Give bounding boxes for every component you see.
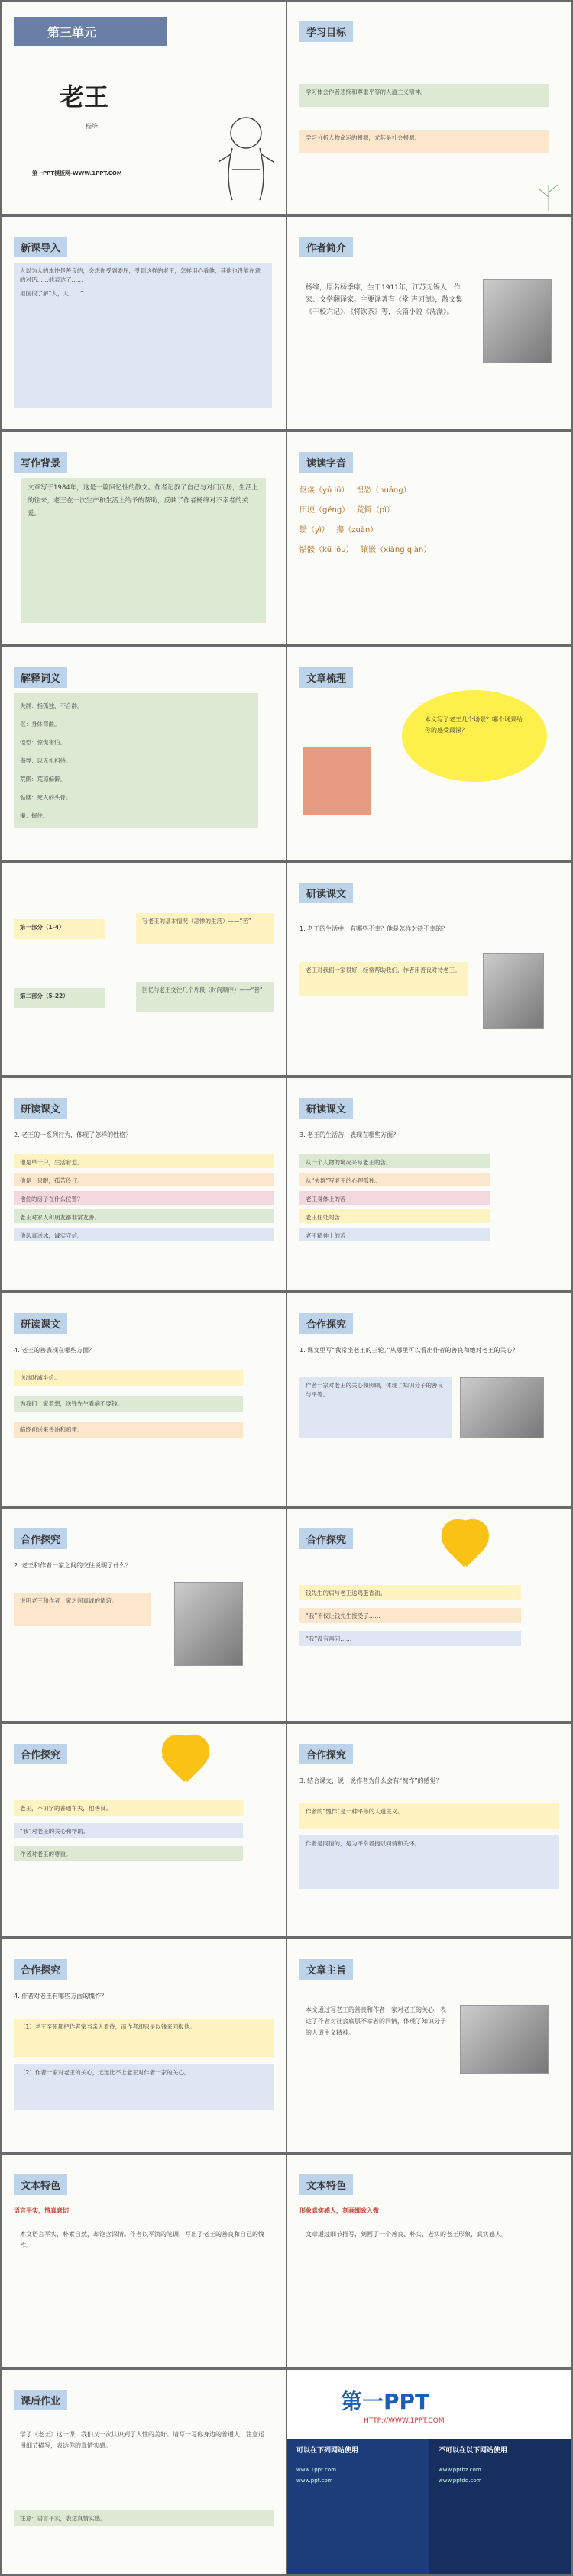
study-item: 从一个人物的境况来写老王的苦。: [299, 1154, 490, 1168]
slide-14-header: 合作探究: [299, 1313, 353, 1334]
site-link[interactable]: www.pptbz.com: [439, 2467, 481, 2473]
site-link[interactable]: www.pptdq.com: [439, 2478, 482, 2484]
slide-11-study[interactable]: [2, 1078, 286, 1290]
slide-19-explore[interactable]: [2, 1939, 286, 2152]
slide-2-goals[interactable]: [287, 2, 571, 214]
slide-10-study[interactable]: [287, 863, 571, 1075]
word-list: [299, 481, 559, 560]
slide-7-vocab[interactable]: [2, 647, 286, 860]
slide-3-header: 新课导入: [14, 237, 67, 257]
study-item: 他认真送冰，诚实守信。: [14, 1228, 274, 1241]
slide-18-header: 合作探究: [299, 1744, 353, 1764]
study-item: 他住的房子在什么位置？: [14, 1191, 274, 1205]
heart-icon: [431, 1524, 500, 1577]
goal-2: 学习分析人物命运的根源，尤其是社会根源。: [299, 130, 549, 153]
slide-18-explore[interactable]: [287, 1724, 571, 1936]
street-photo: [483, 953, 544, 1029]
feature-text: 文章通过细节描写，刻画了一个善良、朴实、老实的老王形象，真实感人。: [306, 2231, 507, 2238]
sketch-photo: [174, 1582, 243, 1666]
slide-11-header: 研读课文: [14, 1098, 67, 1119]
site-link[interactable]: www.ppt.com: [296, 2478, 333, 2484]
explore-answer: 说明老王和作者一家之间真诚的情谊。: [14, 1593, 151, 1626]
tricycle-photo: [460, 1377, 544, 1438]
slide-5-background[interactable]: [2, 432, 286, 644]
slide-15-header: 合作探究: [14, 1528, 67, 1549]
word-item: 翳（yì）: [299, 526, 329, 534]
cloud-question: 本文写了老王几个场景？哪个场景给你的感受最深？: [425, 716, 523, 734]
word-item: 攥（zuàn）: [336, 526, 378, 534]
slide-16-header: 合作探究: [299, 1528, 353, 1549]
slide-17-explore[interactable]: [2, 1724, 286, 1936]
explore-item: “我”没有再问……: [299, 1631, 521, 1646]
slide-12-study[interactable]: [287, 1078, 571, 1290]
study-question: 1. 老王的生活中，有哪些不幸？他是怎样对待不幸的？: [299, 925, 448, 932]
background-text: 文章写于1984年，这是一篇回忆性的散文。作者记叙了自己与对门而居，生活上的往来，老王在一次生产和生活上给予的帮助，反映了作者杨绛对不幸者的关爱。: [21, 478, 266, 623]
study-question: 3. 老王的生活苦，表现在哪些方面？: [299, 1131, 400, 1138]
explore-question: 2. 老王和作者一家之间的交往说明了什么？: [14, 1562, 132, 1569]
part-2-label: 第二部分（5-22）: [14, 988, 105, 1008]
slide-23-homework[interactable]: [2, 2370, 286, 2574]
slide-23-header: 课后作业: [14, 2390, 67, 2410]
study-item: 为我们一家着想，送钱先生看病不要钱。: [14, 1396, 243, 1412]
word-item: 骷髅（kū lóu）: [299, 546, 354, 554]
slide-9-structure[interactable]: [2, 863, 286, 1075]
feature-subtitle: 语言平实，情真意切: [14, 2207, 69, 2214]
vocab-item: 伛：身体弯曲。: [20, 721, 60, 728]
slide-1-title[interactable]: [2, 2, 286, 214]
feature-subtitle: 形象真实感人，刻画细致入微: [299, 2207, 379, 2214]
explore-item: “我”对老王的关心和帮助。: [14, 1823, 243, 1838]
part-1-label: 第一部分（1-4）: [14, 919, 105, 939]
slide-14-explore[interactable]: [287, 1293, 571, 1506]
study-item: 他是一只眼，孤苦伶仃。: [14, 1173, 274, 1186]
vocab-item: 攥：握住。: [20, 812, 49, 819]
goal-1: 学习体会作者悲悯和尊重平等的人道主义精神。: [299, 84, 549, 107]
study-item: 老王精神上的苦: [299, 1228, 490, 1241]
explore-question: 3. 结合课文，说一说作者为什么会有“愧怍”的感觉？: [299, 1777, 442, 1784]
study-question: 4. 老王的善表现在哪些方面？: [14, 1347, 96, 1354]
allowed-title: 可以在下列网站使用: [296, 2447, 359, 2455]
explore-item: （1）老王至死都把作者家当亲人看待，而作者却只是以钱来回报他。: [14, 2019, 274, 2057]
slide-7-header: 解释词义: [14, 667, 67, 688]
vocab-item: 骷髅：死人的头骨。: [20, 794, 72, 801]
study-item: 临终前送来香油和鸡蛋。: [14, 1422, 243, 1438]
slide-24-brand[interactable]: [287, 2370, 571, 2574]
slide-3-intro[interactable]: [2, 217, 286, 429]
explore-question: 4. 作者对老王有哪些方面的愧怍？: [14, 1993, 108, 2000]
vocab-item: 惶恐：惊慌害怕。: [20, 739, 66, 746]
study-item: 老王身体上的苦: [299, 1191, 490, 1205]
disallowed-panel: [429, 2439, 571, 2574]
explore-answer: 作者一家对老王的关心和照顾，体现了知识分子的善良与平等。: [299, 1377, 452, 1438]
word-item: 荒僻（pì）: [356, 506, 394, 515]
allowed-panel: [287, 2439, 429, 2574]
unit-label: 第三单元: [47, 25, 97, 40]
slide-20-header: 文章主旨: [299, 1959, 353, 1980]
theme-text: 本文通过写老王的善良和作者一家对老王的关心，表达了作者对社会底层不幸者的同情，体现了知识分子的人道主义精神。: [306, 2006, 446, 2036]
slide-4-author[interactable]: [287, 217, 571, 429]
part-2-desc: 回忆与老王交往几个片段（时间顺序）——“善”: [136, 982, 274, 1012]
disallowed-links: [439, 2465, 481, 2486]
study-answer: 老王对我们一家很好，经常帮助我们，作者用善良对待老王。: [299, 962, 468, 996]
intro-para-1: 人以为人的本性是善良的，会想你受到委屈，受到这样的老王，怎样用心看他，其他也没能在意的对话……他表达了……: [20, 267, 261, 283]
word-item: 田埂（gěng）: [299, 506, 350, 515]
heart-icon: [151, 1739, 220, 1793]
explore-item: 作者是同情的，是为不幸者抱以同情和关怀。: [299, 1835, 559, 1889]
study-item: 老王对家人和朋友都非常友善。: [14, 1209, 274, 1223]
study-item: 老王住处的苦: [299, 1209, 490, 1223]
slide-16-explore[interactable]: [287, 1509, 571, 1721]
slide-15-explore[interactable]: [2, 1509, 286, 1721]
slide-13-header: 研读课文: [14, 1313, 67, 1334]
slide-22-features[interactable]: [287, 2155, 571, 2367]
footer-site[interactable]: 第一PPT模板网-WWW.1PPT.COM: [32, 170, 122, 176]
slide-21-header: 文本特色: [14, 2174, 67, 2195]
slide-5-header: 写作背景: [14, 452, 67, 473]
word-item: 伛偻（yǔ lǚ）: [299, 486, 349, 495]
slide-13-study[interactable]: [2, 1293, 286, 1506]
study-item: 他是单干户，生活窘迫。: [14, 1154, 274, 1168]
vocab-item: 失群：指孤独，不合群。: [20, 702, 83, 709]
explore-question: 1. 课文里写“我常坐老王的三轮。”从哪里可以看出作者的善良和她对老王的关心？: [299, 1347, 519, 1354]
intro-panel: [14, 263, 272, 408]
group-photo: [460, 2005, 549, 2074]
homework-tip: 注意：语言平实，表达真情实感。: [14, 2510, 274, 2526]
slide-8-header: 文章梳理: [299, 667, 353, 688]
slide-17-header: 合作探究: [14, 1744, 67, 1764]
brand-url[interactable]: HTTP://WWW.1PPT.COM: [364, 2417, 445, 2425]
slide-6-header: 读读字音: [299, 452, 353, 473]
slide-10-header: 研读课文: [299, 883, 353, 903]
brand-logo: 第一PPT: [341, 2389, 430, 2414]
slide-19-header: 合作探究: [14, 1959, 67, 1980]
author-name: 杨绛: [86, 123, 98, 130]
intro-para-2: 祖国很了解“人，人……”: [20, 290, 83, 297]
slide-2-header: 学习目标: [299, 21, 353, 42]
allowed-links: [296, 2465, 336, 2486]
vocab-panel: [14, 693, 258, 828]
part-1-desc: 写老王的基本情况（悲惨的生活）——“苦”: [136, 913, 274, 944]
explore-item: 作者的“愧怍”是一种平等的人道主义。: [299, 1803, 559, 1829]
word-item: 惶恐（huáng）: [356, 486, 411, 495]
plant-icon: [530, 177, 567, 211]
explore-item: 钱先生的病与老王送鸡蛋香油。: [299, 1585, 521, 1600]
word-item: 镶嵌（xiāng qiàn）: [361, 546, 432, 554]
explore-item: 作者对老王的尊重。: [14, 1846, 243, 1861]
lesson-title: 老王: [60, 82, 109, 111]
vocab-item: 侮辱：以无礼相待。: [20, 757, 72, 764]
slide-22-header: 文本特色: [299, 2174, 353, 2195]
slide-21-features[interactable]: [2, 2155, 286, 2367]
study-item: 送冰时减半价。: [14, 1370, 243, 1386]
site-link[interactable]: www.1ppt.com: [296, 2467, 337, 2473]
cartoon-image: [303, 747, 371, 815]
slide-6-pronunciation[interactable]: [287, 432, 571, 644]
study-item: 从“失群”写老王的心理孤独。: [299, 1173, 490, 1186]
old-man-sketch-icon: [202, 108, 278, 208]
vocab-item: 荒僻：荒凉偏僻。: [20, 776, 66, 783]
study-question: 2. 老王的一系列行为，体现了怎样的性格？: [14, 1131, 132, 1138]
homework-text: 学了《老王》这一课，我们又一次认识到了人性的美好。请写一写你身边的普通人，注意运用细节描写，表达你的真情实感。: [20, 2431, 264, 2449]
explore-item: 老王，不识字的普通车夫，他善良。: [14, 1800, 243, 1816]
disallowed-title: 不可以在以下网站使用: [439, 2447, 508, 2455]
feature-text: 本文语言平实，朴素自然，却饱含深情。作者以平淡的笔调，写出了老王的善良和自己的愧怍。: [20, 2231, 264, 2249]
thought-cloud: [402, 690, 547, 782]
slide-8-outline[interactable]: [287, 647, 571, 860]
explore-item: “我”不仅让钱先生接受了……: [299, 1608, 521, 1623]
slide-20-theme[interactable]: [287, 1939, 571, 2152]
slide-12-header: 研读课文: [299, 1098, 353, 1119]
author-bio: 杨绛，原名杨季康，生于1911年，江苏无锡人，作家、文学翻译家。主要译著有《堂·吉诃德》，散文集《干校六记》、《将饮茶》等，长篇小说《洗澡》。: [306, 284, 463, 316]
author-photo: [483, 279, 552, 363]
slide-4-header: 作者简介: [299, 237, 353, 257]
explore-item: （2）作者一家对老王的关心，远远比不上老王对作者一家的关心。: [14, 2064, 274, 2110]
